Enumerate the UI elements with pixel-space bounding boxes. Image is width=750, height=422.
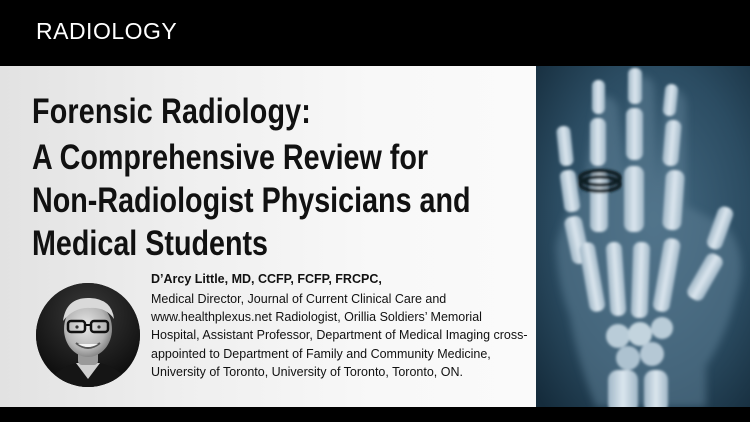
bottom-bar xyxy=(0,407,750,422)
hand-xray-image xyxy=(536,66,750,407)
top-bar xyxy=(0,0,750,66)
article-title: Forensic Radiology: xyxy=(32,92,311,131)
section-label: RADIOLOGY xyxy=(36,18,178,44)
author-photo-image xyxy=(36,283,140,387)
subtitle-line: A Comprehensive Review for xyxy=(32,138,429,177)
author-avatar xyxy=(36,283,140,387)
feature-image xyxy=(536,66,750,407)
subtitle-line: Medical Students xyxy=(32,224,269,263)
author-bio: Medical Director, Journal of Current Clinical Care and www.healthplexus.net Radiologist, Orillia Soldiers’ Memorial Hospital, Assistant Professor, Department of Medical Imaging cross-appointed to Department of Family and Community Medicine, University of Toronto, University of Toronto, Toronto, ON. xyxy=(151,292,528,379)
article-subtitle xyxy=(32,136,471,265)
author-name: D’Arcy Little, MD, CCFP, FCFP, FRCPC, xyxy=(151,272,382,286)
subtitle-line: Non-Radiologist Physicians and xyxy=(32,181,471,220)
